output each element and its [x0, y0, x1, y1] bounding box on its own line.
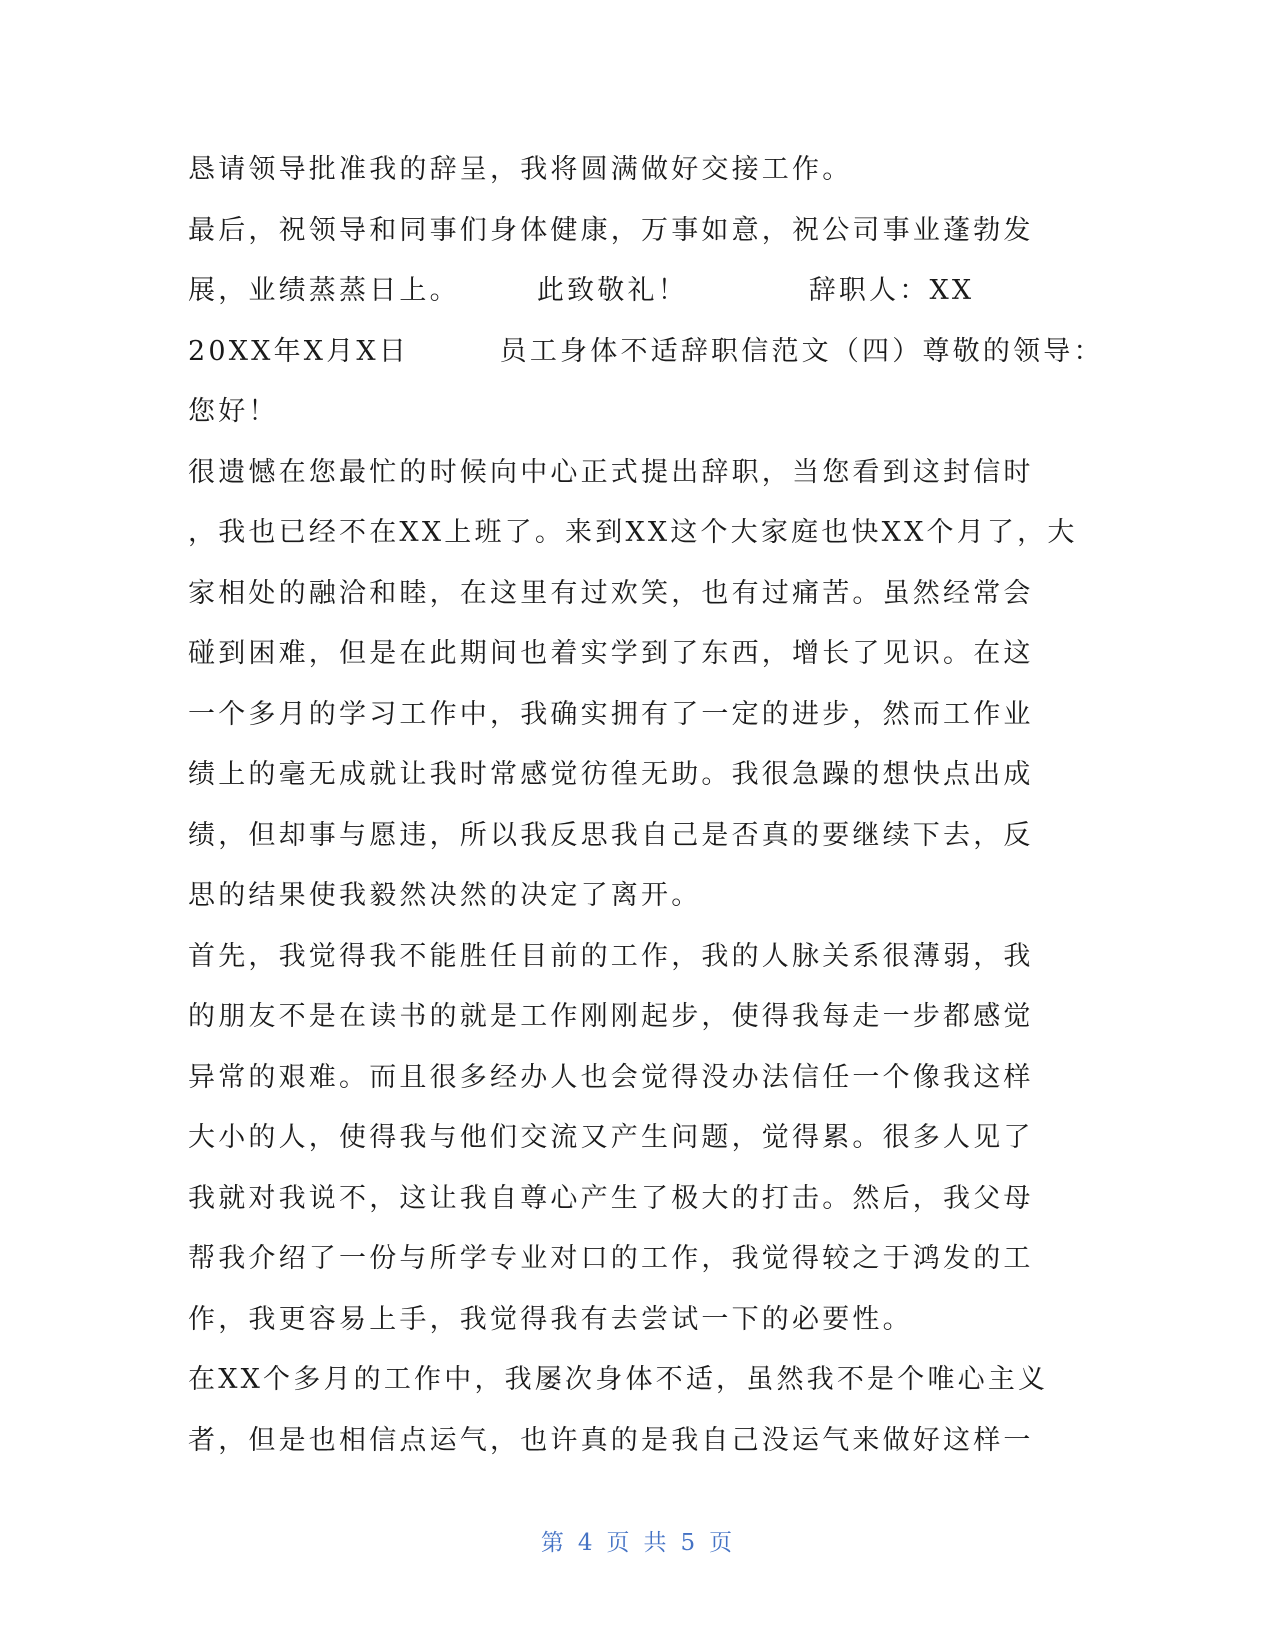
text-line: 思的结果使我毅然决然的决定了离开。: [188, 880, 702, 911]
page-footer: [0, 1524, 1275, 1557]
text-line: 绩，但却事与愿违，所以我反思我自己是否真的要继续下去，反: [188, 819, 1034, 851]
text-line: 帮我介绍了一份与所学专业对口的工作，我觉得较之于鸿发的工: [188, 1243, 1034, 1274]
page-label: 第: [540, 1530, 566, 1556]
text-line: 者，但是也相信点运气，也许真的是我自己没运气来做好这样一: [188, 1424, 1034, 1456]
text-line: 的朋友不是在读书的就是工作刚刚起步，使得我每走一步都感觉: [188, 1001, 1034, 1032]
text-line: 一个多月的学习工作中，我确实拥有了一定的进步，然而工作业: [188, 698, 1034, 730]
text-line: ，我也已经不在XX上班了。来到XX这个大家庭也快XX个月了，大: [188, 517, 1078, 548]
text-line: 很遗憾在您最忙的时候向中心正式提出辞职，当您看到这封信时: [188, 456, 1034, 488]
text-line: 碰到困难，但是在此期间也着实学到了东西，增长了见识。在这: [188, 638, 1034, 669]
text-line: 首先，我觉得我不能胜任目前的工作，我的人脉关系很薄弱，我: [188, 940, 1034, 972]
text-line: 您好！: [188, 396, 279, 427]
page-unit: 页: [606, 1530, 632, 1556]
text-line: 展，业绩蒸蒸日上。 此致敬礼！ 辞职人：XX: [188, 275, 975, 306]
current-page-number: 4: [577, 1530, 595, 1556]
text-line: 作，我更容易上手，我觉得我有去尝试一下的必要性。: [188, 1303, 913, 1335]
total-pages-number: 5: [680, 1530, 698, 1556]
total-label: 共: [643, 1530, 669, 1556]
total-unit: 页: [709, 1530, 735, 1556]
text-line: 家相处的融洽和睦，在这里有过欢笑，也有过痛苦。虽然经常会: [188, 577, 1034, 609]
text-line: 大小的人，使得我与他们交流又产生问题，觉得累。很多人见了: [188, 1122, 1034, 1153]
document-body: [188, 140, 1104, 1471]
text-line: 20XX年X月X日 员工身体不适辞职信范文（四）尊敬的领导：: [188, 335, 1104, 367]
text-line: 最后，祝领导和同事们身体健康，万事如意，祝公司事业蓬勃发: [188, 214, 1034, 246]
text-line: 恳请领导批准我的辞呈，我将圆满做好交接工作。: [188, 154, 853, 185]
text-line: 我就对我说不，这让我自尊心产生了极大的打击。然后，我父母: [188, 1182, 1034, 1214]
text-line: 绩上的毫无成就让我时常感觉彷徨无助。我很急躁的想快点出成: [188, 759, 1034, 790]
text-line: 在XX个多月的工作中，我屡次身体不适，虽然我不是个唯心主义: [188, 1364, 1049, 1395]
text-line: 异常的艰难。而且很多经办人也会觉得没办法信任一个像我这样: [188, 1061, 1034, 1093]
